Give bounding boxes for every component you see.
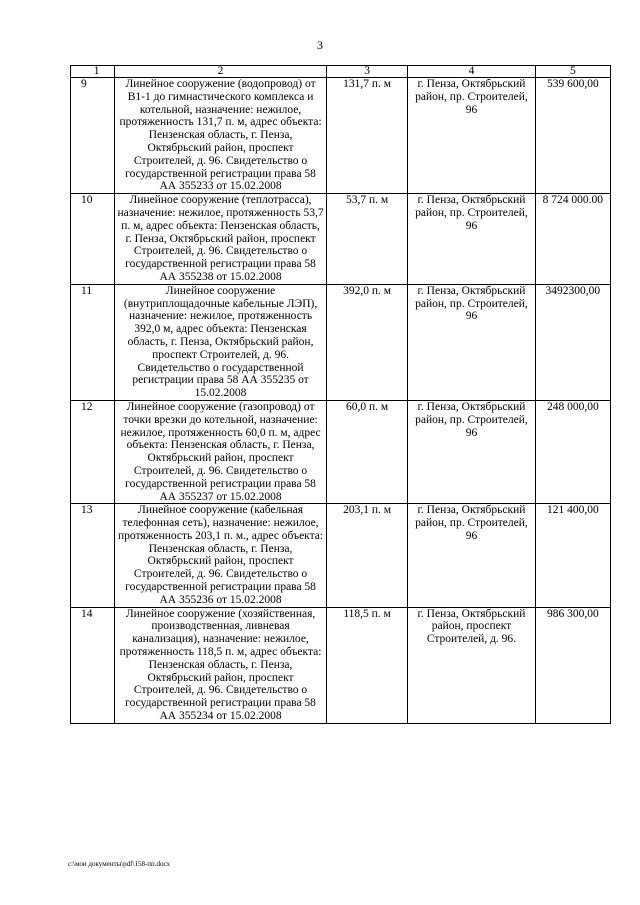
row-number: 13 (71, 504, 115, 607)
header-col-1: 1 (71, 66, 115, 78)
table-row (71, 194, 611, 285)
row-value: 121 400,00 (535, 504, 610, 607)
row-number: 10 (71, 194, 115, 285)
row-number: 9 (71, 78, 115, 194)
row-address: г. Пенза, Октябрьский район, проспект Строителей, д. 96. (408, 607, 535, 723)
row-description: Линейное сооружение (кабельная телефонная сеть), назначение: нежилое, протяженность 203,1 п. м., адрес объекта: Пензенская область, г. Пенза, Октябрьский район, проспект Строителей, д. 96. Свидетельство о государственной регистрации права 58 АА 355236 от 15.02.2008 (115, 504, 327, 607)
row-description: Линейное сооружение (водопровод) от В1-1 до гимнастического комплекса и котельной, назначение: нежилое, протяженность 131,7 п. м, адрес объекта: Пензенская область, г. Пенза, Октябрьский район, проспект Строителей, д. 96. Свидетельство о государственной регистрации права 58 АА 355233 от 15.02.2008 (115, 78, 327, 194)
table-row (71, 607, 611, 723)
row-number: 11 (71, 284, 115, 400)
row-description: Линейное сооружение (теплотрасса), назначение: нежилое, протяженность 53,7 п. м, адрес объекта: Пензенская область, г. Пенза, Октябрьский район, проспект Строителей, д. 96. Свидетельство о государственной регистрации права 58 АА 355238 от 15.02.2008 (115, 194, 327, 285)
row-description: Линейное сооружение (хозяйственная, производственная, ливневая канализация), назначение: нежилое, протяженность 118,5 п. м, адрес объекта: Пензенская область, г. Пенза, Октябрьский район, проспект Строителей, д. 96. Свидетельство о государственной регистрации права 58 АА 355234 от 15.02.2008 (115, 607, 327, 723)
row-length: 131,7 п. м (326, 78, 407, 194)
row-length: 60,0 п. м (326, 400, 407, 503)
row-address: г. Пенза, Октябрьский район, пр. Строителей, 96 (408, 78, 535, 194)
header-col-4: 4 (408, 66, 535, 78)
table-row (71, 78, 611, 194)
row-value: 248 000,00 (535, 400, 610, 503)
table-row (71, 284, 611, 400)
row-description: Линейное сооружение (внутриплощадочные кабельные ЛЭП), назначение: нежилое, протяженность 392,0 м, адрес объекта: Пензенская область, г. Пенза, Октябрьский район, проспект Строителей, д. 96. Свидетельство о государственной регистрации права 58 АА 355235 от 15.02.2008 (115, 284, 327, 400)
row-length: 118,5 п. м (326, 607, 407, 723)
header-col-3: 3 (326, 66, 407, 78)
row-value: 3492300,00 (535, 284, 610, 400)
row-value: 8 724 000.00 (535, 194, 610, 285)
row-address: г. Пенза, Октябрьский район, пр. Строителей, 96 (408, 504, 535, 607)
row-value: 539 600,00 (535, 78, 610, 194)
row-address: г. Пенза, Октябрьский район, пр. Строителей, 96 (408, 400, 535, 503)
header-col-5: 5 (535, 66, 610, 78)
row-length: 53,7 п. м (326, 194, 407, 285)
row-length: 392,0 п. м (326, 284, 407, 400)
row-number: 12 (71, 400, 115, 503)
footer-file-path: c:\мои документы\pdf\158-пп.docx (68, 860, 171, 868)
table-row (71, 504, 611, 607)
row-number: 14 (71, 607, 115, 723)
row-description: Линейное сооружение (газопровод) от точки врезки до котельной, назначение: нежилое, протяженность 60,0 п. м, адрес объекта: Пензенская область, г. Пенза, Октябрьский район, проспект Строителей, д. 96. Свидетельство о государственной регистрации права 58 АА 355237 от 15.02.2008 (115, 400, 327, 503)
row-address: г. Пенза, Октябрьский район, пр. Строителей, 96 (408, 194, 535, 285)
page-number: 3 (317, 38, 323, 52)
row-address: г. Пенза, Октябрьский район, пр. Строителей, 96 (408, 284, 535, 400)
header-col-2: 2 (115, 66, 327, 78)
table-header-row (71, 66, 611, 78)
property-table (70, 65, 611, 724)
table-row (71, 400, 611, 503)
row-length: 203,1 п. м (326, 504, 407, 607)
row-value: 986 300,00 (535, 607, 610, 723)
